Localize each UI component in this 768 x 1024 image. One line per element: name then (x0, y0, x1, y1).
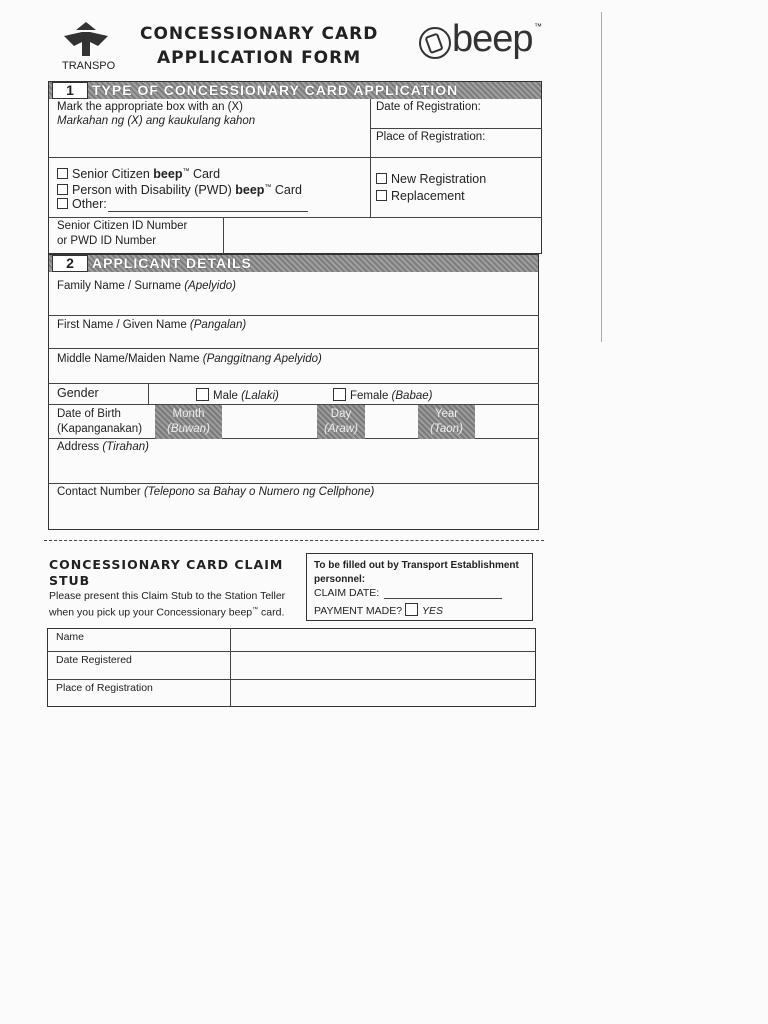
male-checkbox[interactable] (196, 388, 209, 401)
address-field[interactable]: Address (Tirahan) (57, 441, 149, 453)
stub-row-place-registration: Place of Registration (56, 682, 153, 694)
other-input-line[interactable] (108, 211, 308, 212)
date-registration-label: Date of Registration: (376, 101, 481, 113)
section2-divider (48, 315, 539, 316)
pwd-checkbox[interactable] (57, 184, 68, 195)
other-option[interactable]: Other: (57, 197, 107, 212)
male-option[interactable]: Male (Lalaki) (196, 388, 279, 404)
section2-divider (48, 348, 539, 349)
section1-divider (48, 217, 542, 218)
section1-divider (370, 128, 542, 129)
place-registration-label: Place of Registration: (376, 131, 486, 143)
payment-yes-checkbox[interactable] (405, 603, 418, 616)
dob-label: Date of Birth (57, 408, 121, 420)
transpo-logo (60, 20, 112, 58)
year-field[interactable]: Year (Taon) (418, 405, 475, 439)
org-name: TRANSPO (62, 60, 116, 72)
claim-stub-table-divider (230, 628, 231, 707)
claim-stub-table-divider (47, 651, 536, 652)
form-title-line1: CONCESSIONARY CARD (140, 24, 379, 44)
middle-name-field[interactable]: Middle Name/Maiden Name (Panggitnang Apelyido) (57, 353, 322, 365)
senior-citizen-checkbox[interactable] (57, 168, 68, 179)
family-name-field[interactable]: Family Name / Surname (Apelyido) (57, 280, 236, 292)
senior-citizen-option[interactable]: Senior Citizen beep™ Card (57, 164, 220, 182)
new-registration-option[interactable]: New Registration (376, 172, 486, 187)
claim-stub-instructions-2: when you pick up your Concessionary beep™ card. (49, 606, 285, 619)
section1-divider (223, 217, 224, 254)
transpo-logo-icon (60, 20, 112, 58)
stub-row-date-registered: Date Registered (56, 654, 132, 666)
section2-divider (48, 483, 539, 484)
section1-number: 1 (52, 82, 88, 99)
dob-label-tagalog: (Kapanganakan) (57, 423, 143, 435)
section2-title: APPLICANT DETAILS (92, 255, 252, 271)
first-name-field[interactable]: First Name / Given Name (Pangalan) (57, 319, 247, 331)
claim-stub-instructions: Please present this Claim Stub to the Station Teller (49, 590, 286, 602)
cut-line (44, 540, 544, 541)
id-number-label: Senior Citizen ID Number (57, 220, 188, 232)
scan-edge (601, 12, 602, 342)
day-field[interactable]: Day (Araw) (317, 405, 365, 439)
id-number-label-2: or PWD ID Number (57, 235, 157, 247)
beep-logo (418, 18, 548, 66)
gender-label: Gender (57, 386, 99, 400)
claim-date-input-line[interactable] (384, 598, 502, 599)
female-option[interactable]: Female (Babae) (333, 388, 432, 404)
month-field[interactable]: Month (Buwan) (155, 405, 222, 439)
contact-number-field[interactable]: Contact Number (Telepono sa Bahay o Numero ng Cellphone) (57, 486, 375, 498)
beep-card-icon (418, 26, 452, 60)
section1-divider (370, 99, 371, 217)
personnel-note: To be filled out by Transport Establishment (314, 560, 519, 571)
replacement-checkbox[interactable] (376, 190, 387, 201)
pwd-option[interactable]: Person with Disability (PWD) beep™ Card (57, 180, 302, 198)
instruction-tagalog: Markahan ng (X) ang kaukulang kahon (57, 115, 256, 127)
section1-divider (48, 157, 542, 158)
claim-stub-title: CONCESSIONARY CARD CLAIM (49, 557, 284, 572)
section2-divider (148, 383, 149, 404)
beep-brand: beep (452, 18, 533, 60)
other-checkbox[interactable] (57, 198, 68, 209)
instruction: Mark the appropriate box with an (X) (57, 101, 244, 113)
replacement-option[interactable]: Replacement (376, 189, 465, 204)
claim-stub-title-2: STUB (49, 573, 91, 588)
female-checkbox[interactable] (333, 388, 346, 401)
claim-date-label: CLAIM DATE: (314, 587, 380, 599)
payment-made-row[interactable]: PAYMENT MADE? YES (314, 605, 444, 617)
beep-tm: ™ (534, 22, 542, 31)
section2-divider (48, 383, 539, 384)
section2-number: 2 (52, 255, 88, 272)
section1-title: TYPE OF CONCESSIONARY CARD APPLICATION (92, 82, 459, 98)
personnel-note-2: personnel: (314, 574, 366, 585)
new-registration-checkbox[interactable] (376, 173, 387, 184)
stub-row-name: Name (56, 631, 85, 643)
form-title-line2: APPLICATION FORM (157, 48, 362, 68)
claim-stub-table-divider (47, 679, 536, 680)
